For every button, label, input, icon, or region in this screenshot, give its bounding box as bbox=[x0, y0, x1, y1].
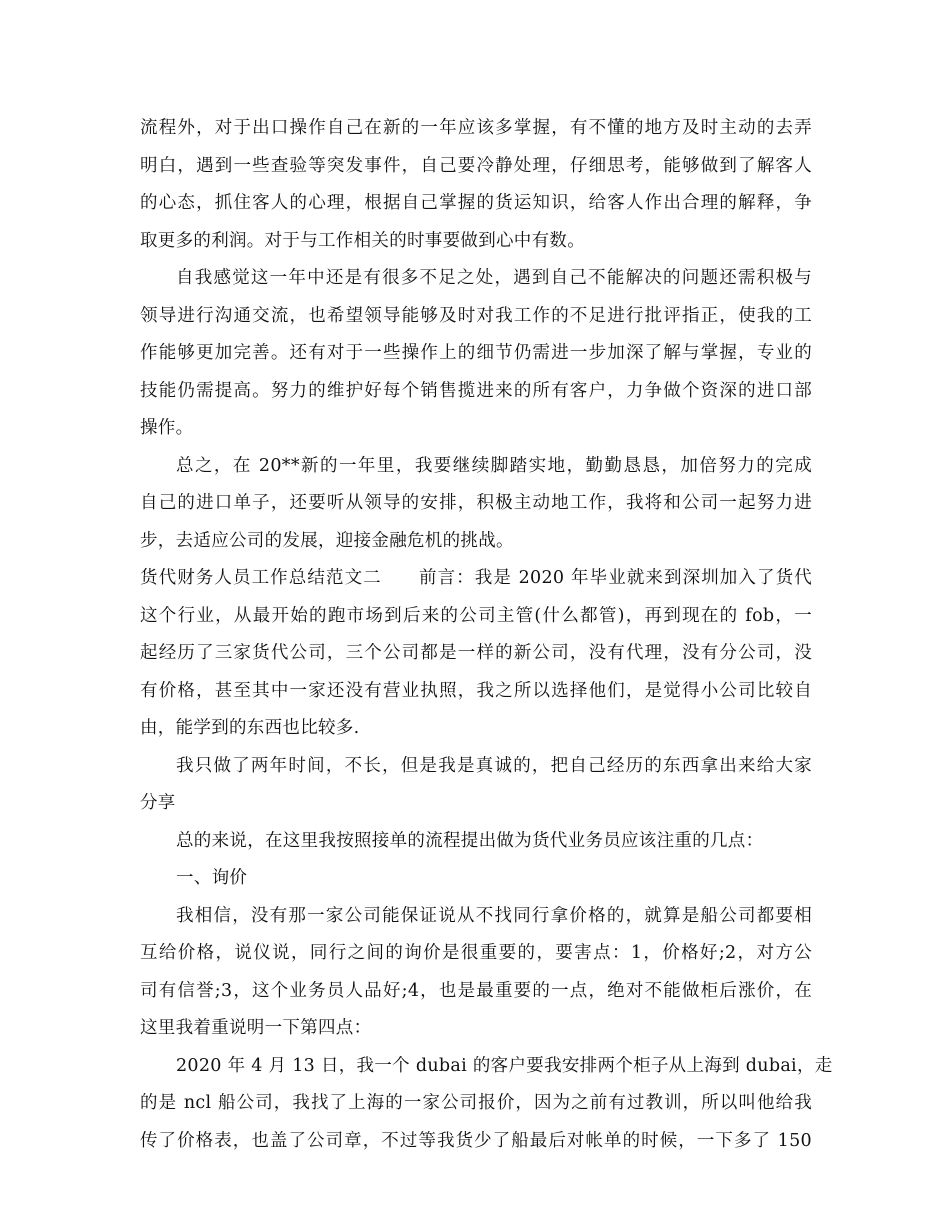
text-line: 传了价格表，也盖了公司章，不过等我货少了船最后对帐单的时候，一下多了 150 bbox=[140, 1130, 812, 1151]
text-line: 取更多的利润。对于与工作相关的时事要做到心中有数。 bbox=[140, 230, 585, 251]
text-line: 总之，在 20**新的一年里，我要继续脚踏实地，勤勤恳恳，加倍努力的完成 bbox=[176, 455, 812, 476]
text-line: 这个行业，从最开始的跑市场到后来的公司主管(什么都管)，再到现在的 fob，一 bbox=[140, 605, 812, 626]
text-line: 的心态，抓住客人的心理，根据自己掌握的货运知识，给客人作出合理的解释，争 bbox=[140, 193, 812, 213]
text-line: 货代财务人员工作总结范文二 前言：我是 2020 年毕业就来到深圳加入了货代 bbox=[140, 568, 812, 588]
text-line: 司有信誉;3，这个业务员人品好;4，也是最重要的一点，绝对不能做柜后涨价，在 bbox=[140, 980, 812, 1001]
text-line: 流程外，对于出口操作自己在新的一年应该多掌握，有不懂的地方及时主动的去弄 bbox=[140, 118, 812, 138]
text-line: 分享 bbox=[140, 793, 176, 813]
text-line: 有价格，甚至其中一家还没有营业执照，我之所以选择他们，是觉得小公司比较自 bbox=[140, 680, 812, 701]
text-line: 我只做了两年时间，不长，但是我是真诚的，把自己经历的东西拿出来给大家 bbox=[176, 755, 812, 776]
text-line: 2020 年 4 月 13 日，我一个 dubai 的客户要我安排两个柜子从上海到 dubai，走 bbox=[176, 1055, 833, 1076]
text-line: 这里我着重说明一下第四点： bbox=[140, 1018, 372, 1038]
text-line: 一、询价 bbox=[176, 868, 248, 888]
text-line: 作能够更加完善。还有对于一些操作上的细节仍需进一步加深了解与掌握，专业的 bbox=[140, 343, 812, 363]
text-line: 总的来说，在这里我按照接单的流程提出做为货代业务员应该注重的几点： bbox=[176, 830, 764, 851]
text-line: 的是 ncl 船公司，我找了上海的一家公司报价，因为之前有过教训，所以叫他给我 bbox=[140, 1093, 812, 1113]
text-line: 自己的进口单子，还要听从领导的安排，积极主动地工作，我将和公司一起努力进 bbox=[140, 493, 812, 513]
text-line: 自我感觉这一年中还是有很多不足之处，遇到自己不能解决的问题还需积极与 bbox=[176, 268, 812, 288]
document-page bbox=[140, 110, 833, 1160]
text-line: 操作。 bbox=[140, 418, 194, 438]
text-line: 由，能学到的东西也比较多. bbox=[140, 718, 360, 738]
text-line: 我相信，没有那一家公司能保证说从不找同行拿价格的，就算是船公司都要相 bbox=[176, 905, 812, 926]
text-line: 领导进行沟通交流，也希望领导能够及时对我工作的不足进行批评指正，使我的工 bbox=[140, 305, 812, 326]
text-line: 明白，遇到一些查验等突发事件，自己要冷静处理，仔细思考，能够做到了解客人 bbox=[140, 155, 812, 176]
text-line: 互给价格，说仪说，同行之间的询价是很重要的，要害点：1，价格好;2，对方公 bbox=[140, 943, 812, 963]
text-line: 步，去适应公司的发展，迎接金融危机的挑战。 bbox=[140, 530, 514, 551]
text-line: 技能仍需提高。努力的维护好每个销售揽进来的所有客户，力争做个资深的进口部 bbox=[140, 380, 812, 401]
text-line: 起经历了三家货代公司，三个公司都是一样的新公司，没有代理，没有分公司，没 bbox=[140, 643, 812, 663]
